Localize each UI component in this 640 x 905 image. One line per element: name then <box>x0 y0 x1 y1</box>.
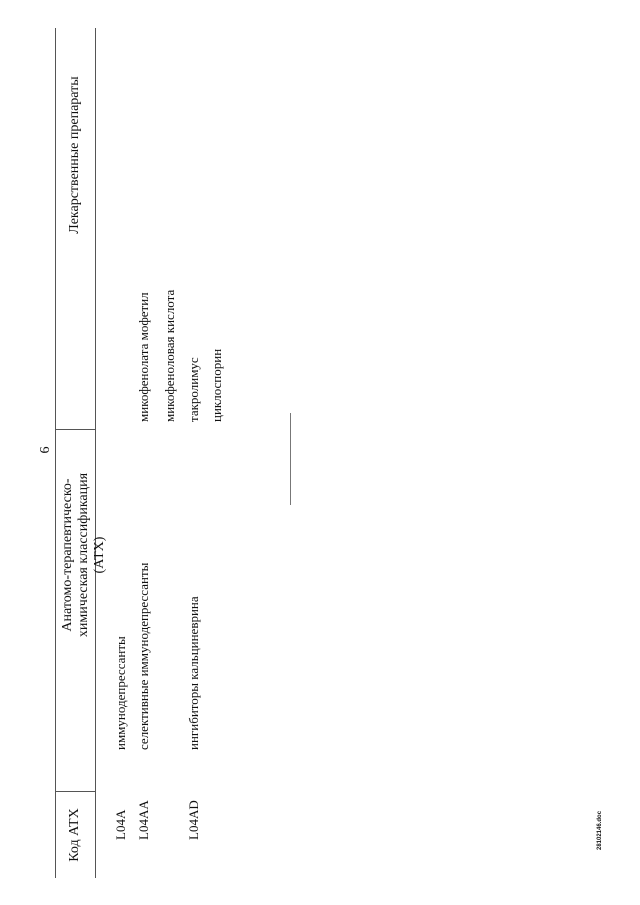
table-header-rule <box>95 28 96 878</box>
end-separator-line <box>290 413 291 505</box>
row-classification: иммунодепрессанты <box>113 636 128 750</box>
row-drug: циклоспорин <box>209 348 224 422</box>
row-code: L04AD <box>186 800 201 840</box>
page-number: 6 <box>38 446 53 454</box>
table-top-rule <box>55 28 56 878</box>
header-drugs: Лекарственные препараты <box>67 76 82 234</box>
footer-filename: 28102146.doc <box>597 810 603 850</box>
row-drug: микофеноловая кислота <box>162 289 177 422</box>
row-drug: микофенолата мофетил <box>136 292 151 422</box>
row-drug: такролимус <box>186 357 201 422</box>
row-classification: селективные иммунодепрессанты <box>136 562 151 750</box>
row-code: L04A <box>113 809 128 840</box>
header-code: Код АТХ <box>67 808 82 862</box>
header-classification: Анатомо-терапевтическо-химическая классификация (АТХ) <box>60 472 107 638</box>
column-divider-classification <box>55 429 95 430</box>
row-code: L04AA <box>136 800 151 840</box>
row-classification: ингибиторы кальциневрина <box>186 596 201 750</box>
